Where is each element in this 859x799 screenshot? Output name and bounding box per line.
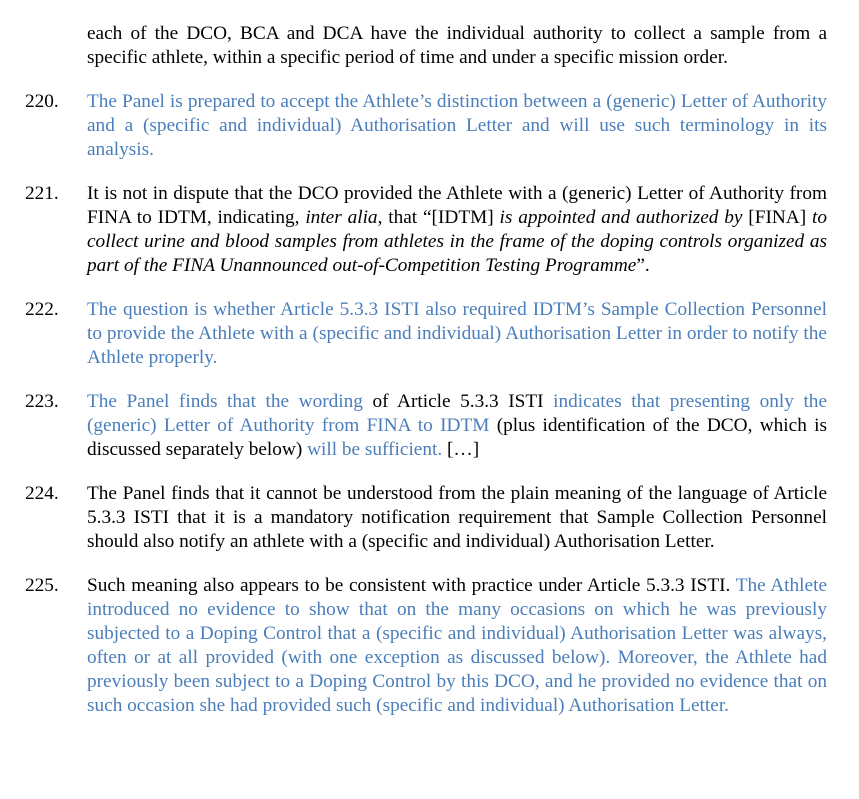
paragraph-number: 223.: [25, 391, 59, 412]
text-run: each of the DCO, BCA and DCA have the individual authority to collect a sample from a specific athlete, within a specific period of time and under a specific mission order.: [87, 23, 827, 68]
highlighted-text: The question is whether Article 5.3.3 ISTI also required IDTM’s Sample Collection Personnel to provide the Athlete with a (specific and individual) Authorisation Letter in order to notify the Athlete properly.: [87, 299, 827, 368]
text-run: ”.: [636, 255, 650, 276]
paragraph-223: [0, 390, 827, 462]
paragraph-text: [87, 299, 827, 368]
paragraph-number: 224.: [25, 483, 59, 504]
paragraph-text: [87, 183, 827, 276]
text-run: [FINA]: [742, 207, 812, 228]
highlighted-text: will be sufficient.: [307, 439, 443, 460]
highlighted-text: The Panel finds that the wording: [87, 391, 363, 412]
highlighted-text: The Athlete introduced no evidence to show that on the many occasions on which he was previously subjected to a Doping Control that a (specific and individual) Authorisation Letter was always, often or at all provided (with one exception as discussed below). Moreover, the Athlete had previously been subject to a Doping Control by this DCO, and he provided no evidence that on such occasion she had provided such (specific and individual) Authorisation Letter.: [87, 575, 828, 716]
paragraph-text: [87, 575, 827, 716]
paragraph-225: [0, 574, 827, 718]
paragraph-number: 225.: [25, 575, 59, 596]
paragraph-220: [0, 90, 827, 162]
italic-text: to collect urine and blood samples from athletes in the frame of the doping controls organized as part of the FINA Unannounced out-of-Competition Testing Programme: [87, 207, 827, 276]
paragraph-text: [87, 483, 827, 552]
paragraph-number: 221.: [25, 183, 59, 204]
paragraph-number: 220.: [25, 91, 59, 112]
highlighted-text: indicates that presenting only the (generic) Letter of Authority from FINA to IDTM: [87, 391, 828, 436]
paragraph-text: [87, 23, 827, 68]
paragraph-221: [0, 182, 827, 278]
text-run: It is not in dispute that the DCO provided the Athlete with a (generic) Letter of Authority from FINA to IDTM, indicating,: [87, 183, 827, 228]
text-run: (plus identification of the DCO, which is discussed separately below): [87, 415, 828, 460]
paragraph-222: [0, 298, 827, 370]
italic-text: inter alia: [305, 207, 378, 228]
italic-text: is appointed and authorized by: [499, 207, 743, 228]
text-run: of Article 5.3.3 ISTI: [362, 391, 554, 412]
paragraph-text: [87, 391, 827, 460]
highlighted-text: The Panel is prepared to accept the Athlete’s distinction between a (generic) Letter of Authority and a (specific and individual) Authorisation Letter and will use such terminology in its analysis.: [87, 91, 827, 160]
text-run: , that “[IDTM]: [377, 207, 500, 228]
text-run: The Panel finds that it cannot be understood from the plain meaning of the language of Article 5.3.3 ISTI that it is a mandatory notification requirement that Sample Collection Personnel should also notify an athlete with a (specific and individual) Authorisation Letter.: [87, 483, 827, 552]
paragraph-number: 222.: [25, 299, 59, 320]
paragraph-224: [0, 482, 827, 554]
text-run: […]: [442, 439, 480, 460]
paragraph-text: [87, 91, 827, 160]
text-run: Such meaning also appears to be consistent with practice under Article 5.3.3 ISTI.: [87, 575, 736, 596]
paragraph-continuation: [0, 22, 827, 70]
